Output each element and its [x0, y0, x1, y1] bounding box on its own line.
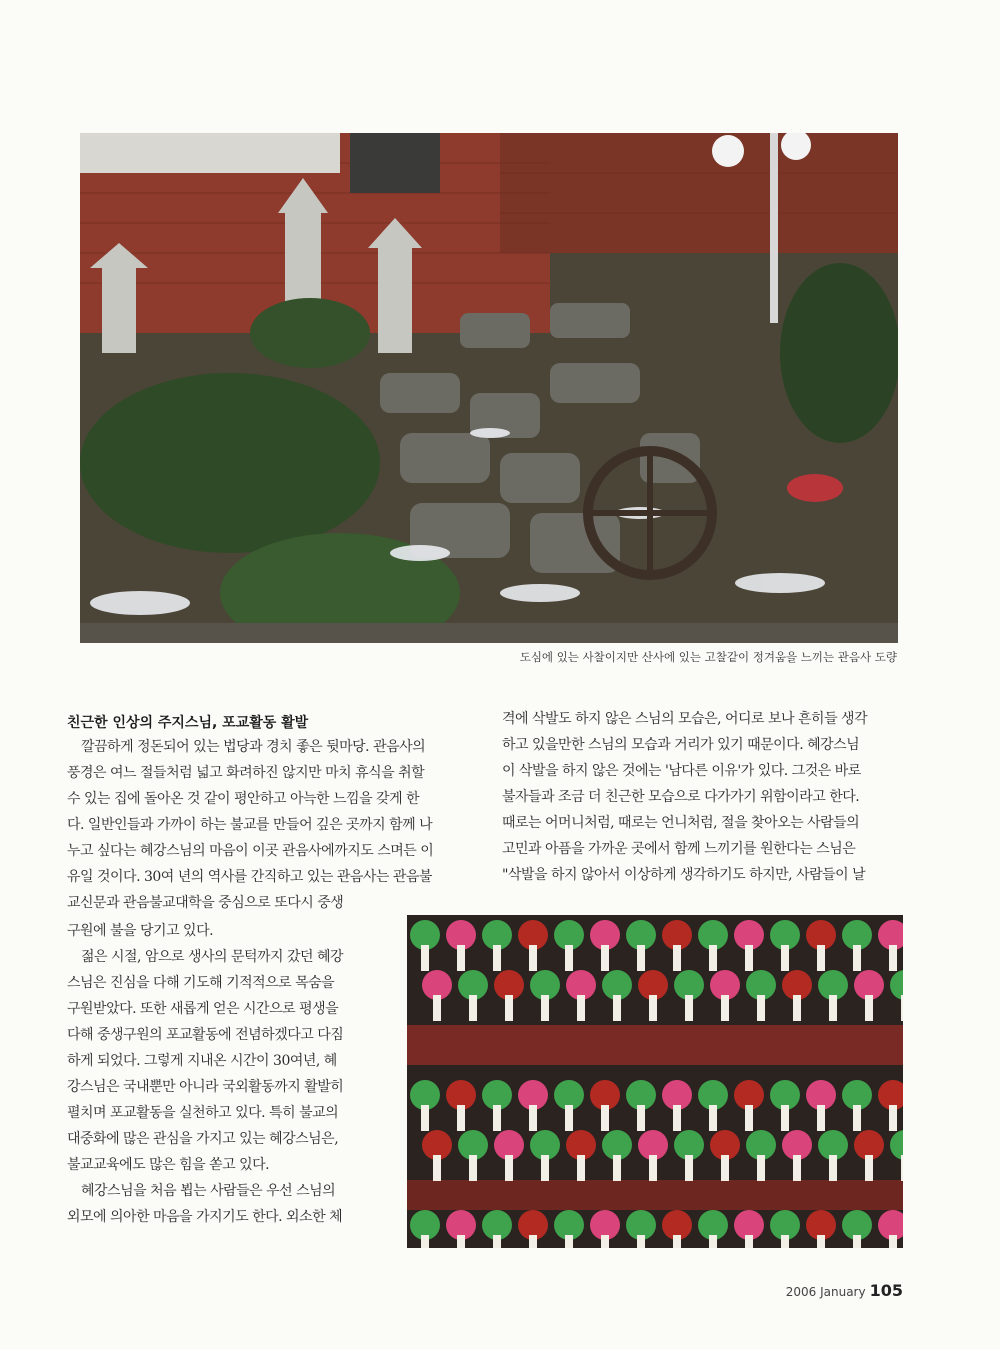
lantern-hall-photo: [407, 915, 903, 1248]
lantern-name-tag: [601, 1105, 609, 1131]
text-line: 풍경은 여느 절들처럼 넓고 화려하진 않지만 마치 휴식을 취할: [67, 765, 425, 781]
text-line: 불자들과 조금 더 친근한 모습으로 다가가기 위함이라고 한다.: [502, 789, 860, 805]
lantern-name-tag: [901, 995, 903, 1021]
lantern-name-tag: [793, 995, 801, 1021]
lantern-name-tag: [565, 1235, 573, 1248]
text-line: 불교교육에도 많은 힘을 쏟고 있다.: [67, 1157, 270, 1173]
text-line: 강스님은 국내뿐만 아니라 국외활동까지 활발히: [67, 1079, 344, 1095]
lantern-name-tag: [673, 1235, 681, 1248]
ceiling-beam-lower: [407, 1180, 903, 1210]
lantern-name-tag: [721, 1155, 729, 1181]
lantern-name-tag: [757, 1155, 765, 1181]
lantern-name-tag: [853, 1105, 861, 1131]
lantern-name-tag: [637, 1235, 645, 1248]
text-line: 하게 되었다. 그렇게 지내온 시간이 30여년, 혜: [67, 1053, 337, 1069]
lantern-name-tag: [829, 1155, 837, 1181]
lantern-name-tag: [817, 945, 825, 971]
temple-garden-photo: [80, 133, 898, 643]
lantern-name-tag: [469, 1155, 477, 1181]
lantern-name-tag: [757, 995, 765, 1021]
lantern-name-tag: [493, 945, 501, 971]
ceiling-beam: [407, 1025, 903, 1065]
lantern-name-tag: [601, 945, 609, 971]
lantern-name-tag: [505, 1155, 513, 1181]
lantern-name-tag: [865, 1155, 873, 1181]
lantern-name-tag: [529, 1105, 537, 1131]
red-basin: [787, 474, 843, 502]
lantern-name-tag: [649, 995, 657, 1021]
text-line: 이 삭발을 하지 않은 것에는 '남다른 이유'가 있다. 그것은 바로: [502, 763, 861, 779]
brick-wall-right: [500, 133, 898, 253]
lantern-name-tag: [637, 1105, 645, 1131]
lantern-name-tag: [745, 1105, 753, 1131]
waterwheel: [588, 451, 712, 575]
lantern-name-tag: [781, 945, 789, 971]
issue-date: 2006 January: [785, 1285, 866, 1299]
lantern-name-tag: [817, 1235, 825, 1248]
lantern-name-tag: [649, 1155, 657, 1181]
page-folio: [786, 1281, 903, 1300]
lantern-name-tag: [493, 1105, 501, 1131]
lantern-name-tag: [865, 995, 873, 1021]
lantern-name-tag: [709, 1105, 717, 1131]
right-column: [502, 706, 867, 888]
temple-garden-illustration: [80, 133, 898, 643]
lantern-name-tag: [745, 1235, 753, 1248]
text-line: 혜강스님을 처음 뵙는 사람들은 우선 스님의: [81, 1183, 336, 1199]
text-line: 구원받았다. 또한 새롭게 얻은 시간으로 평생을: [67, 1001, 339, 1017]
lantern-name-tag: [781, 1235, 789, 1248]
text-line: 대중화에 많은 관심을 가지고 있는 혜강스님은,: [67, 1131, 339, 1147]
lantern-name-tag: [493, 1235, 501, 1248]
left-column-bottom: [67, 918, 343, 1230]
lantern-name-tag: [829, 995, 837, 1021]
lantern-name-tag: [529, 945, 537, 971]
lantern-name-tag: [901, 1155, 903, 1181]
lantern-name-tag: [565, 945, 573, 971]
text-line: 유일 것이다. 30여 년의 역사를 간직하고 있는 관음사는 관음불: [67, 869, 432, 885]
lantern-name-tag: [565, 1105, 573, 1131]
photo-caption: 도심에 있는 사찰이지만 산사에 있는 고찰같이 정겨움을 느끼는 관음사 도량: [519, 650, 897, 664]
lantern-name-tag: [529, 1235, 537, 1248]
text-line: 스님은 진심을 다해 기도해 기적적으로 목숨을: [67, 975, 335, 991]
lantern-name-tag: [889, 1105, 897, 1131]
text-line: 때로는 어머니처럼, 때로는 언니처럼, 절을 찾아오는 사람들의: [502, 815, 860, 831]
lantern-name-tag: [637, 945, 645, 971]
lantern-name-tag: [613, 995, 621, 1021]
lantern-name-tag: [541, 1155, 549, 1181]
lantern-name-tag: [673, 945, 681, 971]
lantern-name-tag: [709, 1235, 717, 1248]
lantern-name-tag: [889, 1235, 897, 1248]
pine-tree: [80, 373, 380, 553]
lantern-name-tag: [577, 995, 585, 1021]
lantern-name-tag: [577, 1155, 585, 1181]
lantern-name-tag: [541, 995, 549, 1021]
lantern-name-tag: [421, 945, 429, 971]
lantern-name-tag: [685, 995, 693, 1021]
lantern-name-tag: [457, 945, 465, 971]
lantern-name-tag: [721, 995, 729, 1021]
text-line: 교신문과 관음불교대학을 중심으로 또다시 중생: [67, 895, 344, 911]
text-line: 구원에 불을 당기고 있다.: [67, 923, 214, 939]
text-line: 수 있는 집에 돌아온 것 같이 평안하고 아늑한 느낌을 갖게 한: [67, 791, 420, 807]
lantern-name-tag: [853, 945, 861, 971]
text-line: 젊은 시절, 암으로 생사의 문턱까지 갔던 혜강: [81, 949, 344, 965]
lantern-name-tag: [505, 995, 513, 1021]
building-top: [80, 133, 340, 173]
lantern-name-tag: [601, 1235, 609, 1248]
lantern-name-tag: [793, 1155, 801, 1181]
text-line: 하고 있을만한 스님의 모습과 거리가 있기 때문이다. 혜강스님: [502, 737, 860, 753]
text-line: 격에 삭발도 하지 않은 스님의 모습은, 어디로 보나 흔히들 생각: [502, 711, 868, 727]
text-line: "삭발을 하지 않아서 이상하게 생각하기도 하지만, 사람들이 날: [502, 867, 866, 883]
lantern-name-tag: [457, 1235, 465, 1248]
text-line: 누고 싶다는 혜강스님의 마음이 이곳 관음사에까지도 스며든 이: [67, 843, 434, 859]
text-line: 다해 중생구원의 포교활동에 전념하겠다고 다짐: [67, 1027, 344, 1043]
lantern-name-tag: [613, 1155, 621, 1181]
article-heading: 친근한 인상의 주지스님, 포교활동 활발: [67, 715, 309, 731]
lantern-name-tag: [457, 1105, 465, 1131]
text-line: 외모에 의아한 마음을 가지기도 한다. 외소한 체: [67, 1209, 343, 1225]
lantern-name-tag: [781, 1105, 789, 1131]
lantern-name-tag: [469, 995, 477, 1021]
lantern-name-tag: [889, 945, 897, 971]
lantern-name-tag: [817, 1105, 825, 1131]
lantern-name-tag: [421, 1105, 429, 1131]
lantern-name-tag: [433, 995, 441, 1021]
text-line: 펼치며 포교활동을 실천하고 있다. 특히 불교의: [67, 1105, 339, 1121]
text-line: 고민과 아픔을 가까운 곳에서 함께 느끼기를 원한다는 스님은: [502, 841, 856, 857]
lantern-name-tag: [685, 1155, 693, 1181]
text-line: 깔끔하게 정돈되어 있는 법당과 경치 좋은 뒷마당. 관음사의: [81, 739, 426, 755]
text-line: 다. 일반인들과 가까이 하는 불교를 만들어 깊은 곳까지 함께 나: [67, 817, 433, 833]
page-number: 105: [869, 1281, 903, 1300]
left-column-top: [67, 734, 433, 916]
lantern-hall-illustration: [407, 915, 903, 1248]
lantern-name-tag: [853, 1235, 861, 1248]
lantern-name-tag: [433, 1155, 441, 1181]
lantern-name-tag: [421, 1235, 429, 1248]
lantern-name-tag: [673, 1105, 681, 1131]
lantern-name-tag: [745, 945, 753, 971]
lamp-post: [770, 133, 778, 323]
lantern-name-tag: [709, 945, 717, 971]
